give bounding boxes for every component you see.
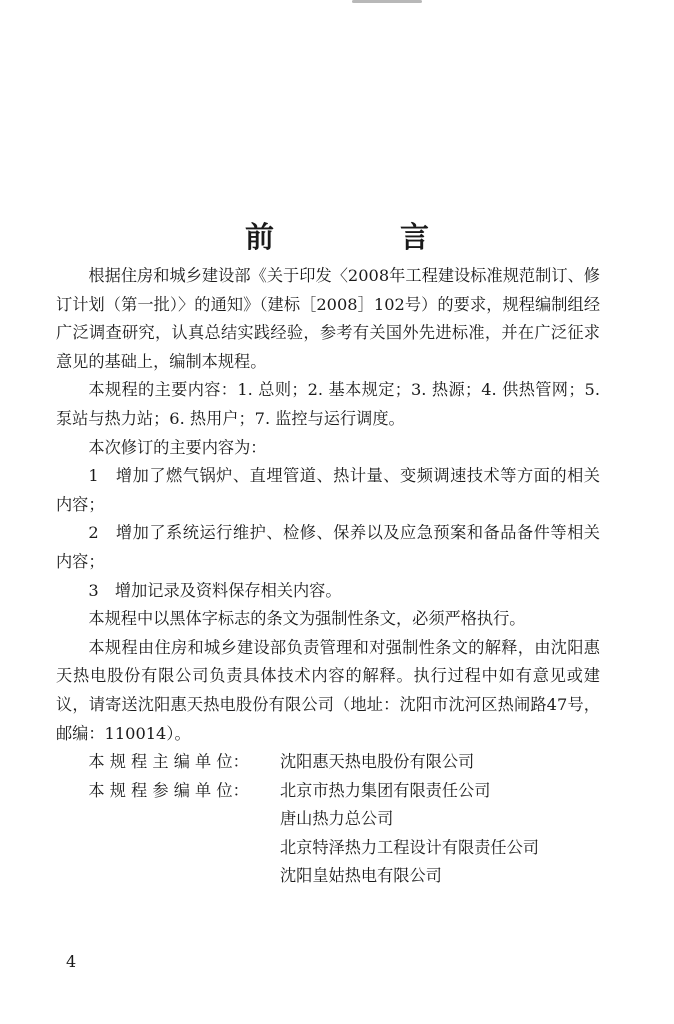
paragraph-mandatory: 本规程中以黑体字标志的条文为强制性条文，必须严格执行。	[88, 609, 526, 629]
revision-item-3: 3 增加记录及资料保存相关内容。	[88, 580, 342, 600]
revision-item-1: 1 增加了燃气锅炉、直埋管道、热计量、变频调速技术等方面的相关内容；	[56, 466, 600, 514]
participating-units-list	[280, 777, 600, 891]
preface-body	[56, 262, 600, 891]
scan-edge-mark	[352, 0, 422, 3]
chief-editor-value: 沈阳惠天热电股份有限公司	[280, 752, 475, 772]
chief-editor-row	[56, 748, 600, 777]
page-title: 前 言	[244, 220, 488, 255]
paragraph-basis: 根据住房和城乡建设部《关于印发〈2008年工程建设标准规范制订、修订计划（第一批）〉的通知》（建标［2008］102号）的要求，规程编制组经广泛调查研究，认真总结实践经验，参考有关国外先进标准，并在广泛征求意见的基础上，编制本规程。	[56, 266, 600, 371]
participating-unit: 沈阳皇姑热电有限公司	[280, 866, 442, 886]
page-number: 4	[66, 952, 77, 971]
participating-units-row	[56, 777, 600, 891]
participating-label: 本 规 程 参 编 单 位：	[88, 780, 249, 800]
paragraph-revision-intro: 本次修订的主要内容为：	[88, 437, 267, 457]
participating-unit: 北京市热力集团有限责任公司	[280, 780, 491, 800]
participating-unit: 唐山热力总公司	[280, 809, 394, 829]
participating-unit: 北京特泽热力工程设计有限责任公司	[280, 837, 539, 857]
paragraph-management: 本规程由住房和城乡建设部负责管理和对强制性条文的解释，由沈阳惠天热电股份有限公司负责具体技术内容的解释。执行过程中如有意见或建议，请寄送沈阳惠天热电股份有限公司（地址：沈阳市沈河区热闹路47号，邮编：110014）。	[56, 637, 600, 743]
revision-item-2: 2 增加了系统运行维护、检修、保养以及应急预案和备品备件等相关内容；	[56, 523, 600, 571]
paragraph-main-contents: 本规程的主要内容：1. 总则；2. 基本规定；3. 热源；4. 供热管网；5. 泵站与热力站；6. 热用户；7. 监控与运行调度。	[56, 380, 600, 428]
chief-editor-label: 本 规 程 主 编 单 位：	[88, 752, 249, 772]
